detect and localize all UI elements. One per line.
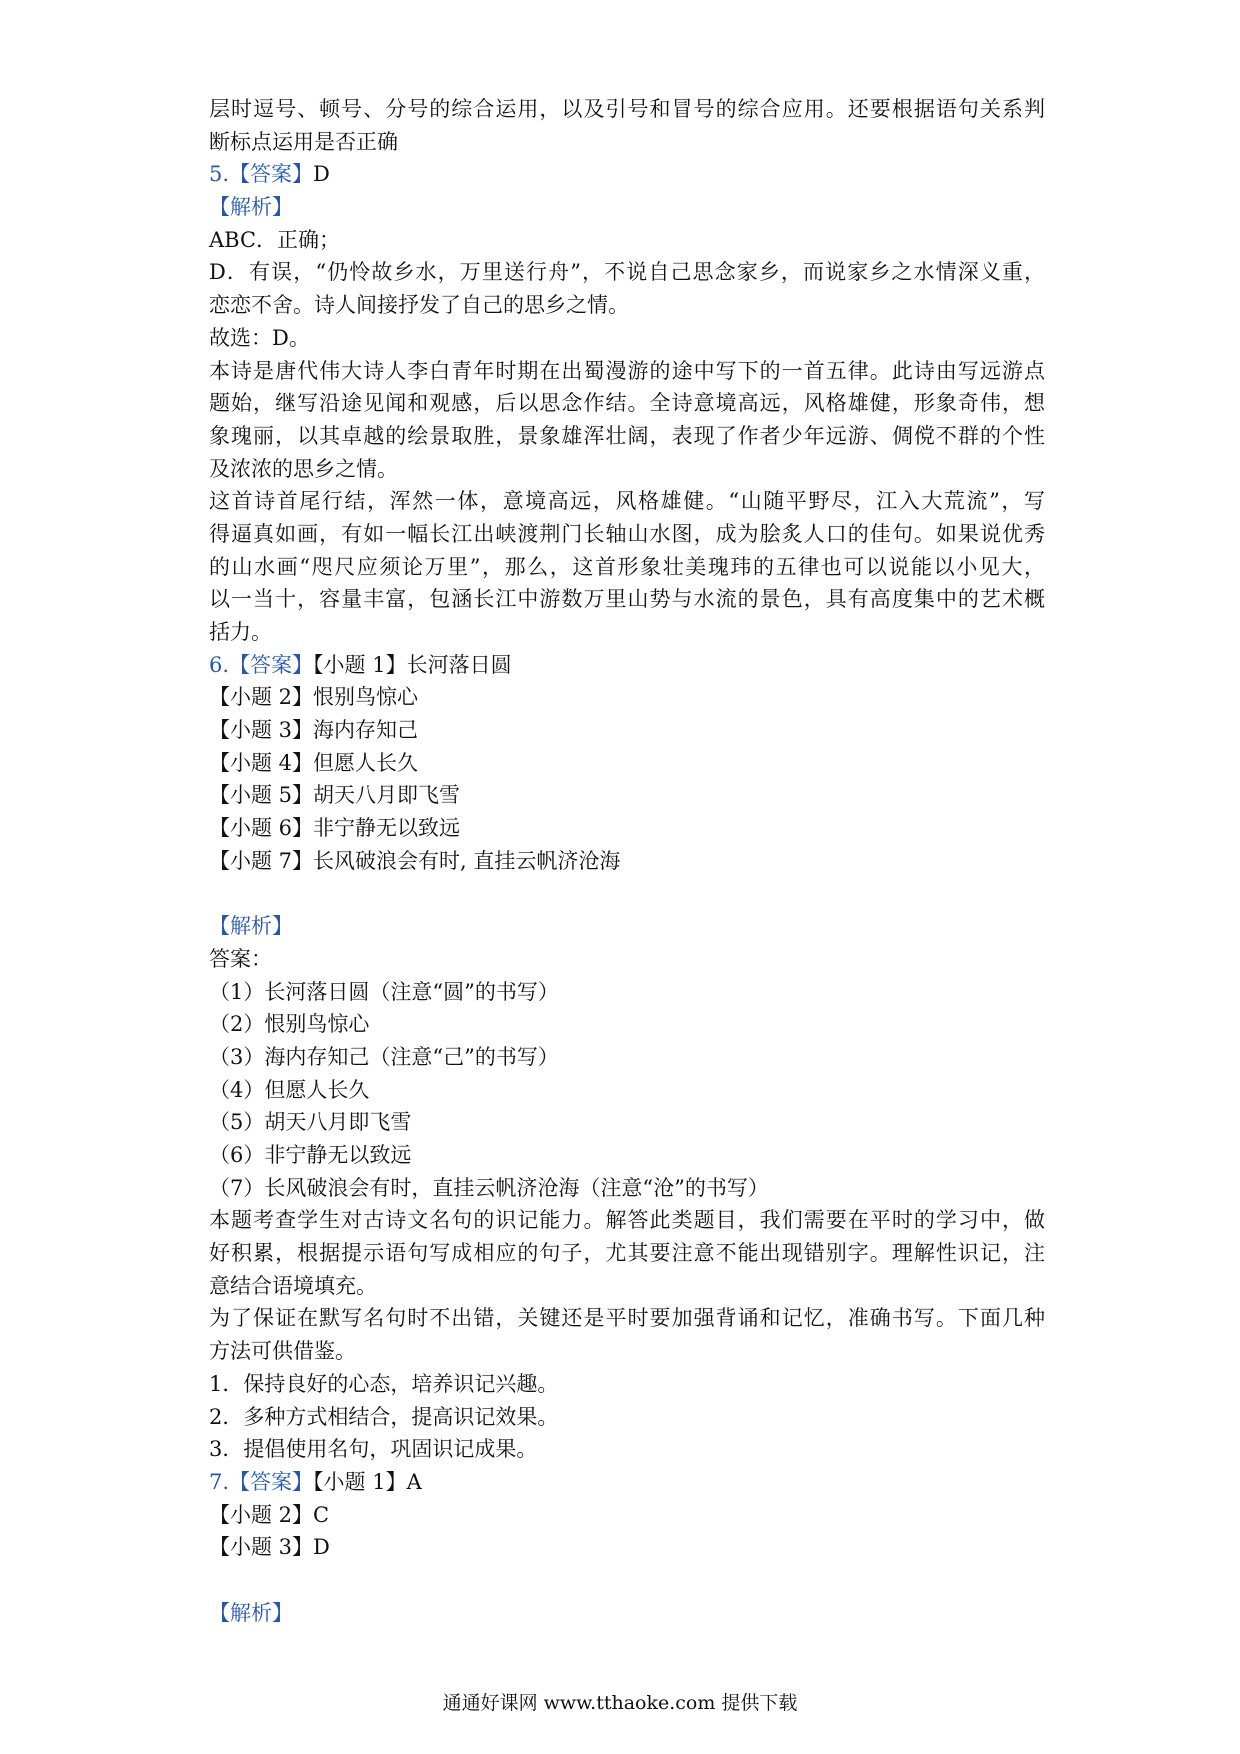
q6-line: （7）长风破浪会有时，直挂云帆济沧海（注意“沧”的书写） xyxy=(209,1175,769,1200)
q7-answer-line xyxy=(209,1466,1045,1499)
q6-line: 2．多种方式相结合，提高识记效果。 xyxy=(209,1404,559,1429)
q5-line: 以一当十，容量丰富，包涵长江中游数万里山势与水流的景色，具有高度集中的艺术概 xyxy=(209,587,1045,612)
intro-line-2: 断标点运用是否正确 xyxy=(209,129,398,154)
q6-line: 为了保证在默写名句时不出错，关键还是平时要加强背诵和记忆，准确书写。下面几种 xyxy=(209,1306,1045,1331)
q6-subanswer: 【小题 4】但愿人长久 xyxy=(209,750,419,775)
q5-line: D．有误，“仍怜故乡水，万里送行舟”，不说自己思念家乡，而说家乡之水情深义重， xyxy=(209,260,1045,285)
q6-line: （4）但愿人长久 xyxy=(209,1077,370,1102)
q5-analysis-tag: 【解析】 xyxy=(209,195,293,220)
q6-subanswer: 【小题 2】恨别鸟惊心 xyxy=(209,685,419,710)
q6-line: （1）长河落日圆（注意“圆”的书写） xyxy=(209,979,559,1004)
spacer xyxy=(209,1564,1045,1597)
q5-answer-tag: 【答案】 xyxy=(229,162,314,187)
q6-line: 方法可供借鉴。 xyxy=(209,1339,356,1364)
q6-line: （5）胡天八月即飞雪 xyxy=(209,1110,412,1135)
q7-answer-tag: 【答案】 xyxy=(229,1469,314,1494)
q6-line: 3．提倡使用名句，巩固识记成果。 xyxy=(209,1437,538,1462)
q5-line: 恋恋不舍。诗人间接抒发了自己的思乡之情。 xyxy=(209,293,629,318)
q5-line: 括力。 xyxy=(209,620,272,644)
q5-number: 5. xyxy=(209,162,230,187)
q6-line: 好积累，根据提示语句写成相应的句子，尤其要注意不能出现错别字。理解性识记，注 xyxy=(209,1241,1045,1266)
q6-subanswer: 【小题 6】非宁静无以致远 xyxy=(209,816,461,841)
q6-subanswer: 【小题 7】长风破浪会有时, 直挂云帆济沧海 xyxy=(209,848,621,873)
q5-line: 本诗是唐代伟大诗人李白青年时期在出蜀漫游的途中写下的一首五律。此诗由写远游点 xyxy=(209,358,1045,383)
q6-line: （2）恨别鸟惊心 xyxy=(209,1012,370,1037)
spacer xyxy=(209,878,1045,911)
intro-line-1: 层时逗号、顿号、分号的综合运用，以及引号和冒号的综合应用。还要根据语句关系判 xyxy=(209,97,1045,121)
q5-answer: D xyxy=(313,162,330,187)
q6-number: 6. xyxy=(209,652,230,677)
q6-subanswer: 【小题 5】胡天八月即飞雪 xyxy=(209,783,461,808)
q6-line: 本题考查学生对古诗文名句的识记能力。解答此类题目，我们需要在平时的学习中，做 xyxy=(209,1208,1045,1233)
q6-line: （3）海内存知己（注意“己”的书写） xyxy=(209,1044,559,1069)
q7-analysis-tag: 【解析】 xyxy=(209,1600,293,1625)
q5-answer-line xyxy=(209,158,1045,191)
q6-line: （6）非宁静无以致远 xyxy=(209,1143,412,1167)
q6-subanswer: 【小题 1】长河落日圆 xyxy=(313,652,512,677)
q7-number: 7. xyxy=(209,1469,230,1494)
q5-line: 象瑰丽，以其卓越的绘景取胜，景象雄浑壮阔，表现了作者少年远游、倜傥不群的个性 xyxy=(209,423,1045,448)
q5-line: 的山水画“咫尺应须论万里”，那么，这首形象壮美瑰玮的五律也可以说能以小见大， xyxy=(209,554,1045,579)
document-body xyxy=(209,93,1045,1629)
q5-line: 这首诗首尾行结，浑然一体，意境高远，风格雄健。“山随平野尽，江入大荒流”，写 xyxy=(209,489,1045,514)
q7-subanswer: 【小题 3】D xyxy=(209,1535,330,1560)
q6-analysis-tag: 【解析】 xyxy=(209,914,293,939)
q6-line: 1．保持良好的心态，培养识记兴趣。 xyxy=(209,1371,559,1396)
q5-line: 及浓浓的思乡之情。 xyxy=(209,456,398,481)
q5-line: ABC．正确； xyxy=(209,227,341,252)
q6-subanswer: 【小题 3】海内存知己 xyxy=(209,718,419,743)
q5-line: 故选：D。 xyxy=(209,325,310,350)
q5-line: 题始，继写沿途见闻和观感，后以思念作结。全诗意境高远，风格雄健，形象奇伟，想 xyxy=(209,391,1045,416)
q6-line: 答案： xyxy=(209,946,272,971)
page-footer: 通通好课网 www.tthaoke.com 提供下载 xyxy=(442,1692,798,1714)
q7-subanswer: 【小题 1】A xyxy=(313,1469,422,1494)
q6-line: 意结合语境填充。 xyxy=(209,1273,377,1298)
q6-answer-line xyxy=(209,649,1045,682)
q5-line: 得逼真如画，有如一幅长江出峡渡荆门长轴山水图，成为脍炙人口的佳句。如果说优秀 xyxy=(209,521,1045,546)
q7-subanswer: 【小题 2】C xyxy=(209,1502,330,1527)
q6-answer-tag: 【答案】 xyxy=(229,652,314,677)
